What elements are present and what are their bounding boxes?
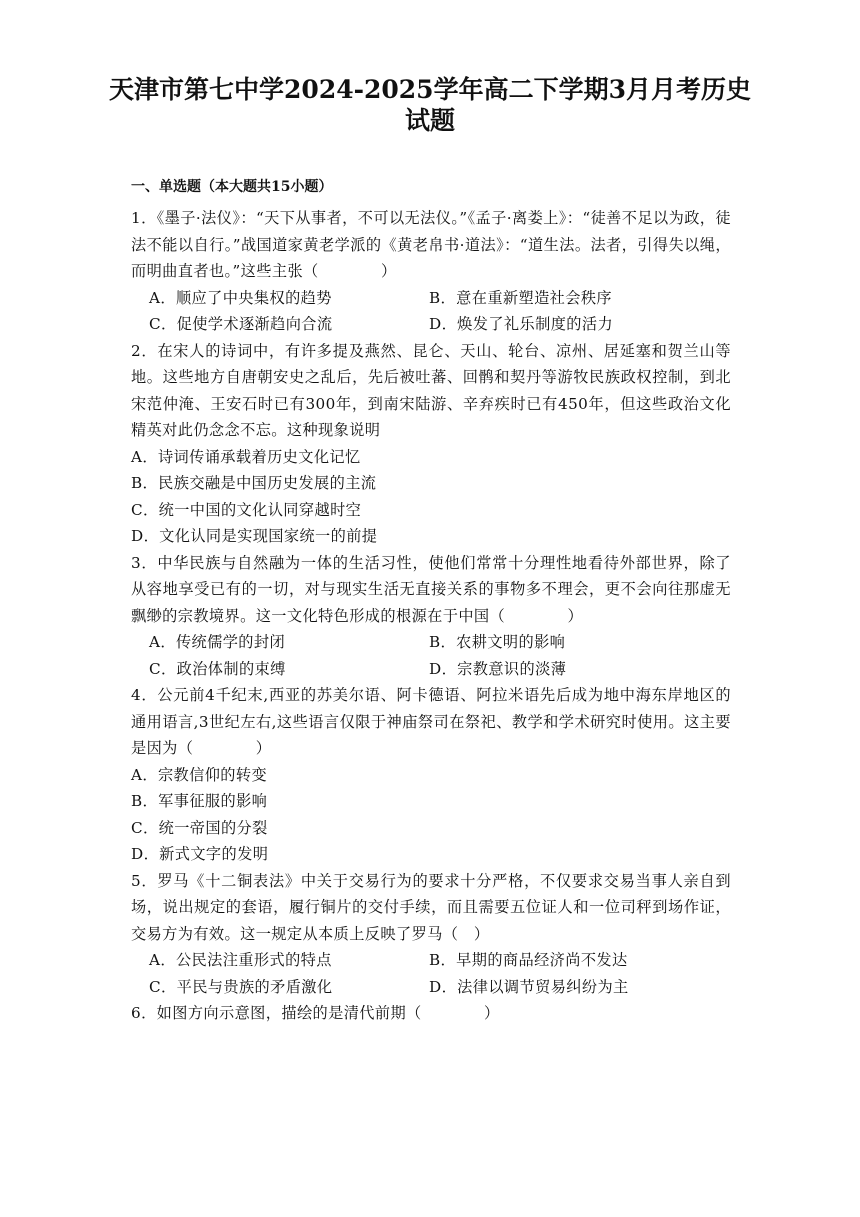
option-d: D．文化认同是实现国家统一的前提 [131,527,378,545]
option-b: B．早期的商品经济尚不发达 [429,951,628,969]
option-c: C．统一中国的文化认同穿越时空 [131,500,362,519]
option-c: C．政治体制的束缚 [149,659,286,678]
option-c: C．平民与贵族的矛盾激化 [149,977,333,996]
question-5 [131,868,731,1001]
option-row [131,629,731,656]
option-c: C．促使学术逐渐趋向合流 [149,315,333,333]
question-stem: 5．罗马《十二铜表法》中关于交易行为的要求十分严格，不仅要求交易当事人亲自到场，说出规定的套语，履行铜片的交付手续，而且需要五位证人和一位司秤到场作证，交易方为有效。这一规定从本质上反映了罗马（ ） [131,871,731,943]
option-b: B．意在重新塑造社会秩序 [429,288,613,307]
option-b: B．民族交融是中国历史发展的主流 [131,474,377,492]
question-stem: 2．在宋人的诗词中，有许多提及燕然、昆仑、天山、轮台、凉州、居延塞和贺兰山等地。这些地方自唐朝安史之乱后，先后被吐蕃、回鹘和契丹等游牧民族政权控制，到北宋范仲淹、王安石时已有300年，到南宋陆游、辛弃疾时已有450年，但这些政治文化精英对此仍念念不忘。这种现象说明 [131,341,731,439]
question-6 [131,1000,731,1027]
option-a: A．公民法注重形式的特点 [149,951,332,969]
option-c: C．统一帝国的分裂 [131,818,268,837]
question-stem: 4．公元前4千纪末,西亚的苏美尔语、阿卡德语、阿拉米语先后成为地中海东岸地区的通用语言,3世纪左右,这些语言仅限于神庙祭司在祭祀、教学和学术研究时使用。这主要是因为（ ） [131,686,731,757]
question-list [131,205,731,1027]
option-row [131,974,731,1001]
option-d: D．法律以调节贸易纠纷为主 [429,977,629,996]
option-d: D．焕发了礼乐制度的活力 [429,315,614,333]
question-stem: 6．如图方向示意图，描绘的是清代前期（ ） [131,1004,500,1022]
question-3 [131,550,731,683]
option-a: A．宗教信仰的转变 [131,765,268,784]
option-d: D．新式文字的发明 [131,845,269,863]
page-title: 天津市第七中学2024-2025学年高二下学期3月月考历史试题 [109,75,751,135]
option-row [131,285,731,312]
question-stem: 3．中华民族与自然融为一体的生活习性，使他们常常十分理性地看待外部世界，除了从容地享受已有的一切，对与现实生活无直接关系的事物多不理会，更不会向往那虚无飘缈的宗教境界。这一文化特色形成的根源在于中国（ ） [131,553,731,625]
option-d: D．宗教意识的淡薄 [429,659,567,678]
question-4 [131,682,731,868]
option-a: A．传统儒学的封闭 [149,633,286,651]
option-row [131,947,731,974]
section-heading: 一、单选题（本大题共15小题） [131,179,333,195]
option-row [131,656,731,683]
option-b: B．农耕文明的影响 [429,633,566,651]
question-2 [131,338,731,550]
option-row [131,311,731,338]
option-a: A．顺应了中央集权的趋势 [149,288,332,307]
option-a: A．诗词传诵承载着历史文化记忆 [131,447,361,466]
question-1 [131,205,731,338]
option-b: B．军事征服的影响 [131,792,268,810]
question-stem: 1．《墨子·法仪》：“天下从事者，不可以无法仪。”《孟子·离娄上》：“徒善不足以为政，徒法不能以自行。”战国道家黄老学派的《黄老帛书·道法》：“道生法。法者，引得失以绳，而明曲直者也。”这些主张（ ） [131,209,731,280]
